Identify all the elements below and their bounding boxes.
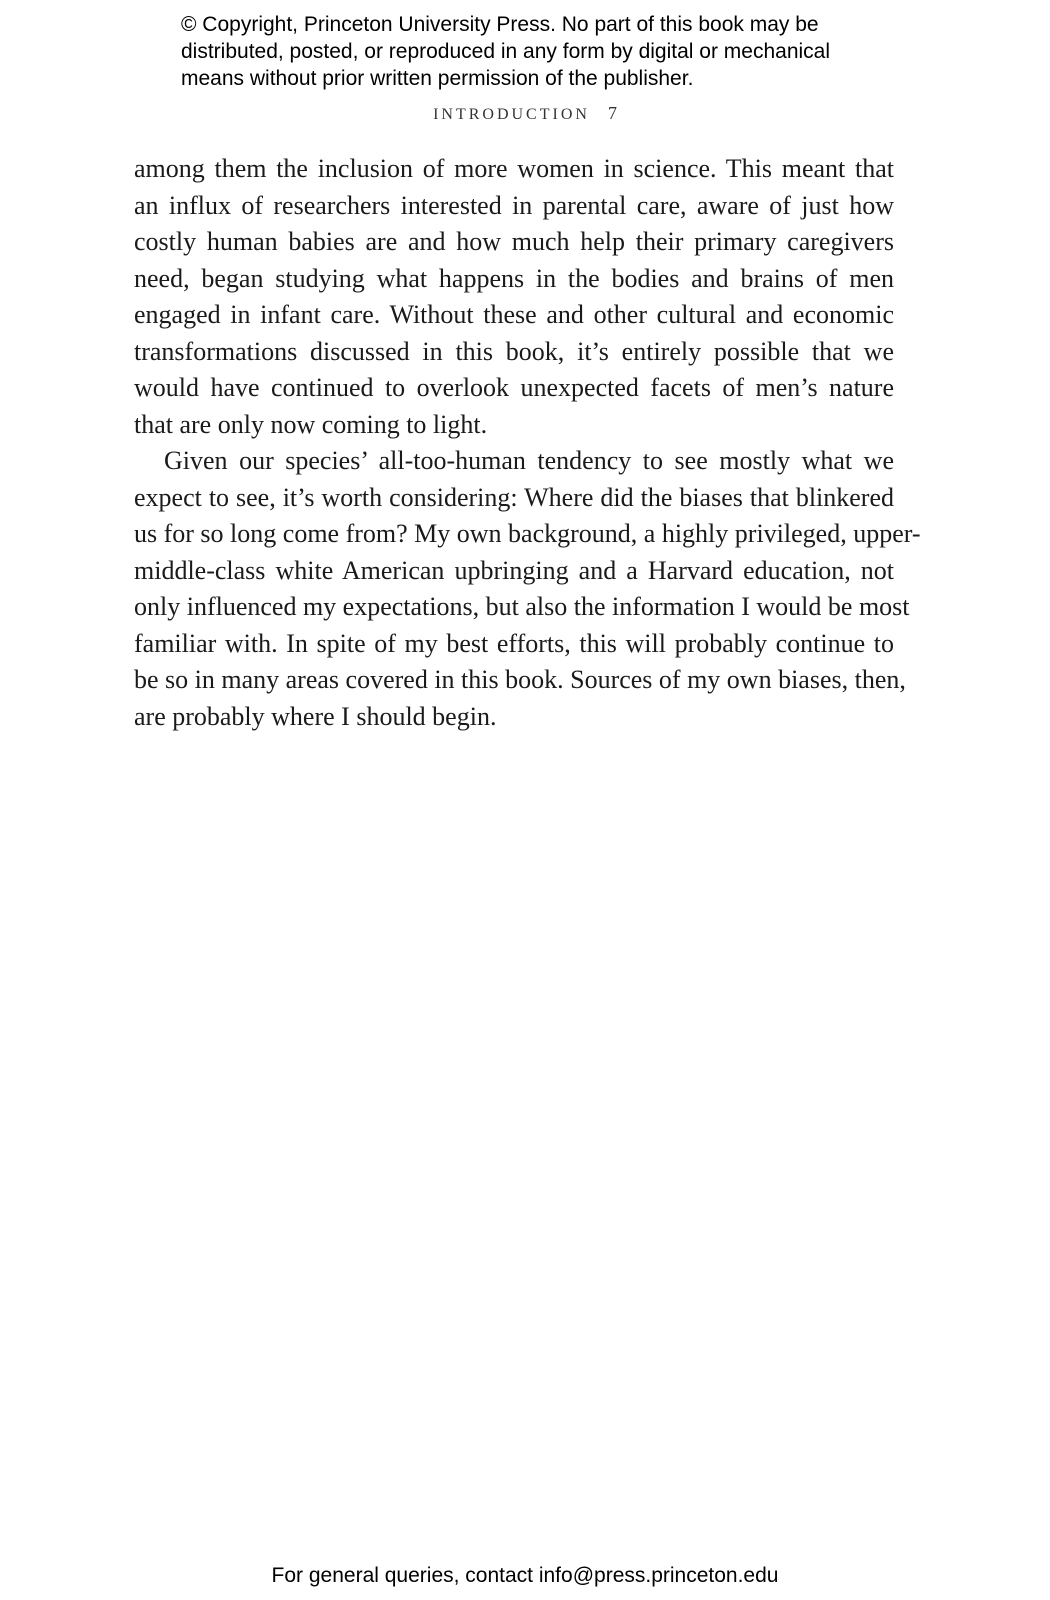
text-line: be so in many areas covered in this book. Sources of my own biases, then, — [134, 665, 906, 694]
text-line: among them the inclusion of more women in science. This meant that — [134, 154, 894, 183]
footer-contact: For general queries, contact info@press.princeton.edu — [271, 1564, 779, 1587]
copyright-line: distributed, posted, or reproduced in any form by digital or mechanical — [181, 40, 831, 63]
text-line: that are only now coming to light. — [134, 409, 488, 439]
text-line: engaged in infant care. Without these and other cultural and economic — [134, 300, 894, 329]
chapter-title: INTRODUCTION — [433, 106, 590, 123]
text-line: would have continued to overlook unexpected facets of men’s nature — [134, 373, 894, 402]
copyright-notice — [181, 11, 921, 92]
page-number: 7 — [607, 103, 617, 123]
text-line: transformations discussed in this book, it’s entirely possible that we — [134, 336, 894, 366]
body-text — [134, 151, 921, 735]
copyright-line: © Copyright, Princeton University Press. No part of this book may be — [181, 13, 819, 36]
text-line: need, began studying what happens in the bodies and brains of men — [134, 263, 894, 293]
text-line: are probably where I should begin. — [134, 701, 497, 731]
copyright-line: means without prior written permission of the publisher. — [181, 67, 694, 90]
text-line: an influx of researchers interested in parental care, aware of just how — [134, 190, 894, 220]
paragraph — [134, 151, 894, 443]
text-line: us for so long come from? My own background, a highly privileged, upper- — [134, 519, 921, 548]
paragraph — [134, 443, 921, 735]
text-line: costly human babies are and how much help their primary caregivers — [134, 227, 894, 256]
text-line: expect to see, it’s worth considering: Where did the biases that blinkered — [134, 482, 894, 512]
text-line: only influenced my expectations, but also the information I would be most — [134, 592, 910, 621]
text-line: familiar with. In spite of my best efforts, this will probably continue to — [134, 628, 894, 658]
text-line: middle-class white American upbringing and a Harvard education, not — [134, 555, 894, 585]
running-head — [0, 103, 1050, 124]
text-line: Given our species’ all-too-human tendency to see mostly what we — [164, 446, 894, 475]
